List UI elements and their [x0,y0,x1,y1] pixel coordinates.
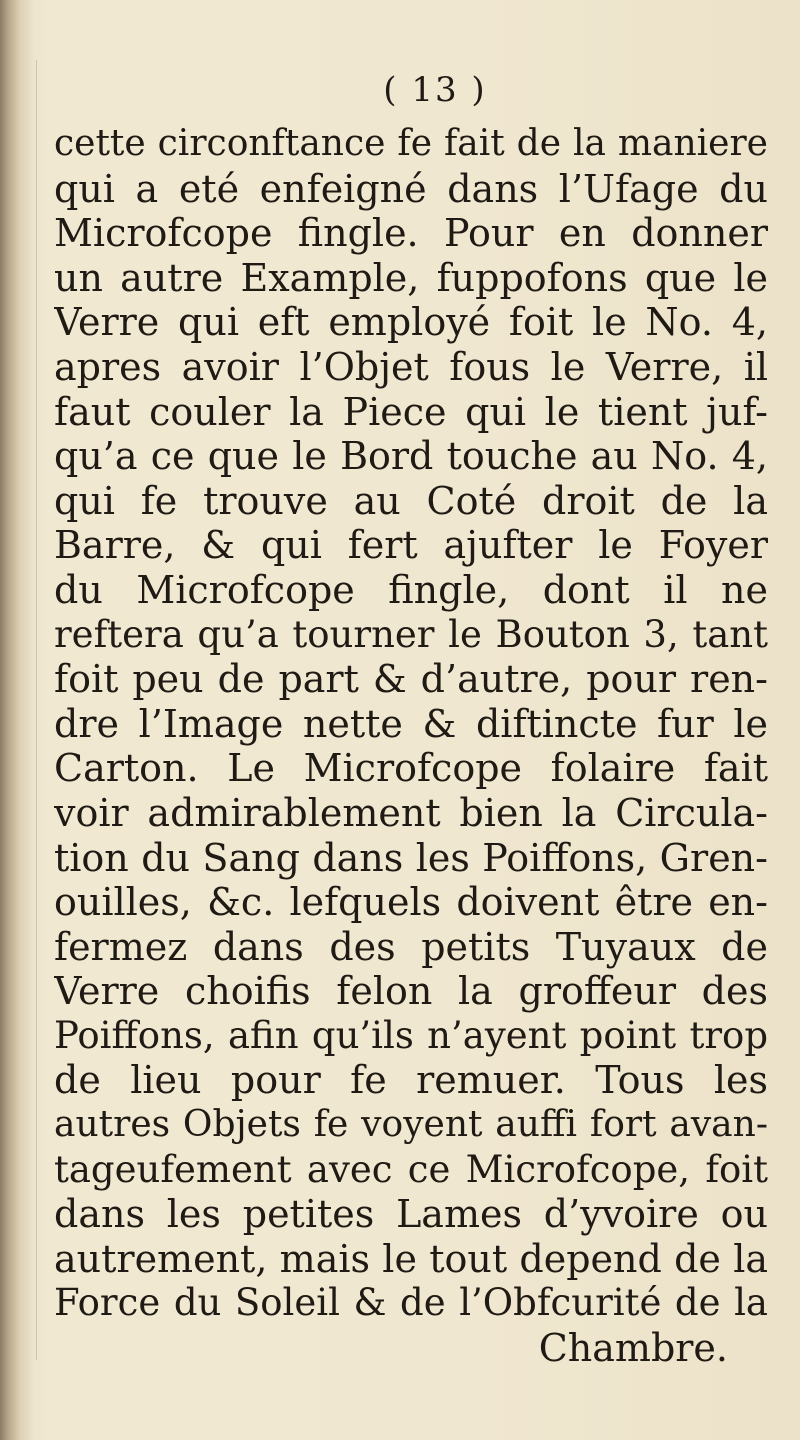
page-number: ( 13 ) [383,70,487,110]
text-line: foit peu de part & d’autre, pour ren- [54,657,768,702]
text-line: qui a eté enfeigné dans l’Ufage du [54,166,768,211]
text-line: tion du Sang dans les Poiffons, Gren- [54,835,768,880]
text-line: Force du Soleil & de l’Obfcurité de la [54,1281,768,1325]
text-line: autrement, mais le tout depend de la [54,1236,768,1281]
text-line: Carton. Le Microfcope folaire fait [54,746,768,791]
gutter-edge [36,60,37,1360]
text-line: qui fe trouve au Coté droit de la [54,478,768,523]
text-line: Microfcope fingle. Pour en donner [54,211,768,256]
text-line: Verre qui eft employé foit le No. 4, [54,300,768,345]
text-line: autres Objets fe voyent auffi fort avan- [54,1104,768,1146]
text-line: tageufement avec ce Microfcope, foit [54,1147,768,1191]
text-line: dans les petites Lames d’yvoire ou [54,1192,768,1237]
text-line: fermez dans des petits Tuyaux de [54,924,768,969]
text-line: apres avoir l’Objet fous le Verre, il [54,344,768,389]
text-line: Barre, & qui fert ajufter le Foyer [54,523,768,568]
text-line: qu’a ce que le Bord touche au No. 4, [54,434,768,479]
text-line: faut couler la Piece qui le tient juf- [54,389,768,434]
page-gutter-shadow [0,0,34,1440]
text-line: reftera qu’a tourner le Bouton 3, tant [54,612,768,656]
text-line: voir admirablement bien la Circula- [54,790,768,835]
text-line: dre l’Image nette & diftincte fur le [54,701,768,746]
text-line: cette circonftance fe fait de la maniere [54,123,768,164]
text-line: Poiffons, afin qu’ils n’ayent point trop [54,1013,768,1057]
catchword: Chambre. [538,1326,728,1371]
text-line: de lieu pour fe remuer. Tous les [54,1058,768,1103]
text-line: Verre choifis felon la groffeur des [54,969,768,1014]
text-line: un autre Example, fuppofons que le [54,255,768,300]
text-line: du Microfcope fingle, dont il ne [54,567,768,612]
text-line: ouilles, &c. lefquels doivent être en- [54,880,768,925]
body-text [54,122,768,1371]
